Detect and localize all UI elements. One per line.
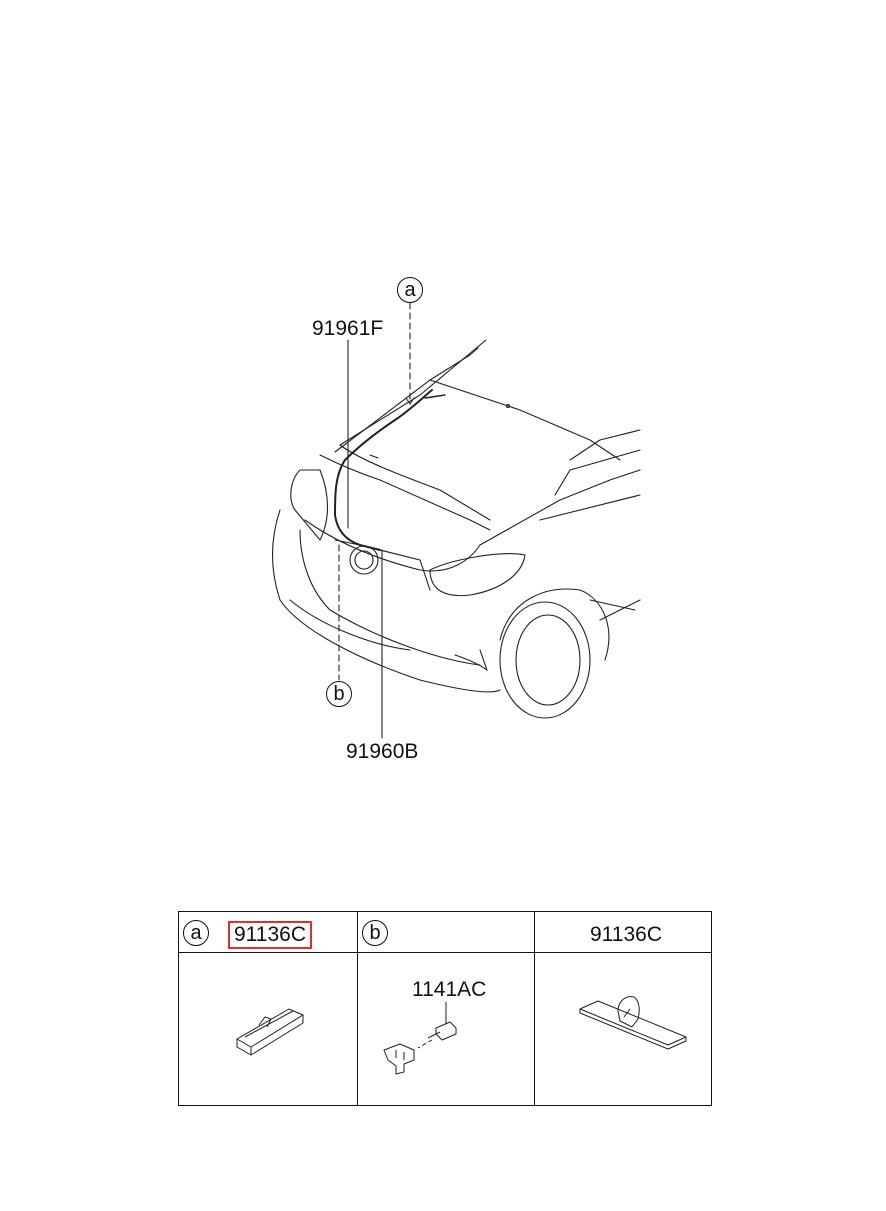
part-code-1141ac[interactable]: 1141AC [412,978,487,1001]
table-divider [534,912,535,1105]
part-callout-91961f: 91961F [312,317,384,340]
clip-plate-drawing [574,987,704,1067]
table-ref-a-marker: a [183,920,209,946]
highlighted-part-code[interactable]: 91136C [228,921,312,949]
table-ref-b-marker: b [362,920,388,946]
protector-part-drawing [219,987,319,1067]
table-divider [357,912,358,1105]
part-callout-91960b: 91960B [346,740,419,763]
part-code-91136c[interactable]: 91136C [590,923,663,946]
table-header-divider [179,952,711,953]
bolt-bracket-drawing [374,1002,494,1087]
ref-a-marker: a [397,277,423,303]
parts-detail-table [178,911,712,1106]
ref-b-marker: b [326,681,352,707]
